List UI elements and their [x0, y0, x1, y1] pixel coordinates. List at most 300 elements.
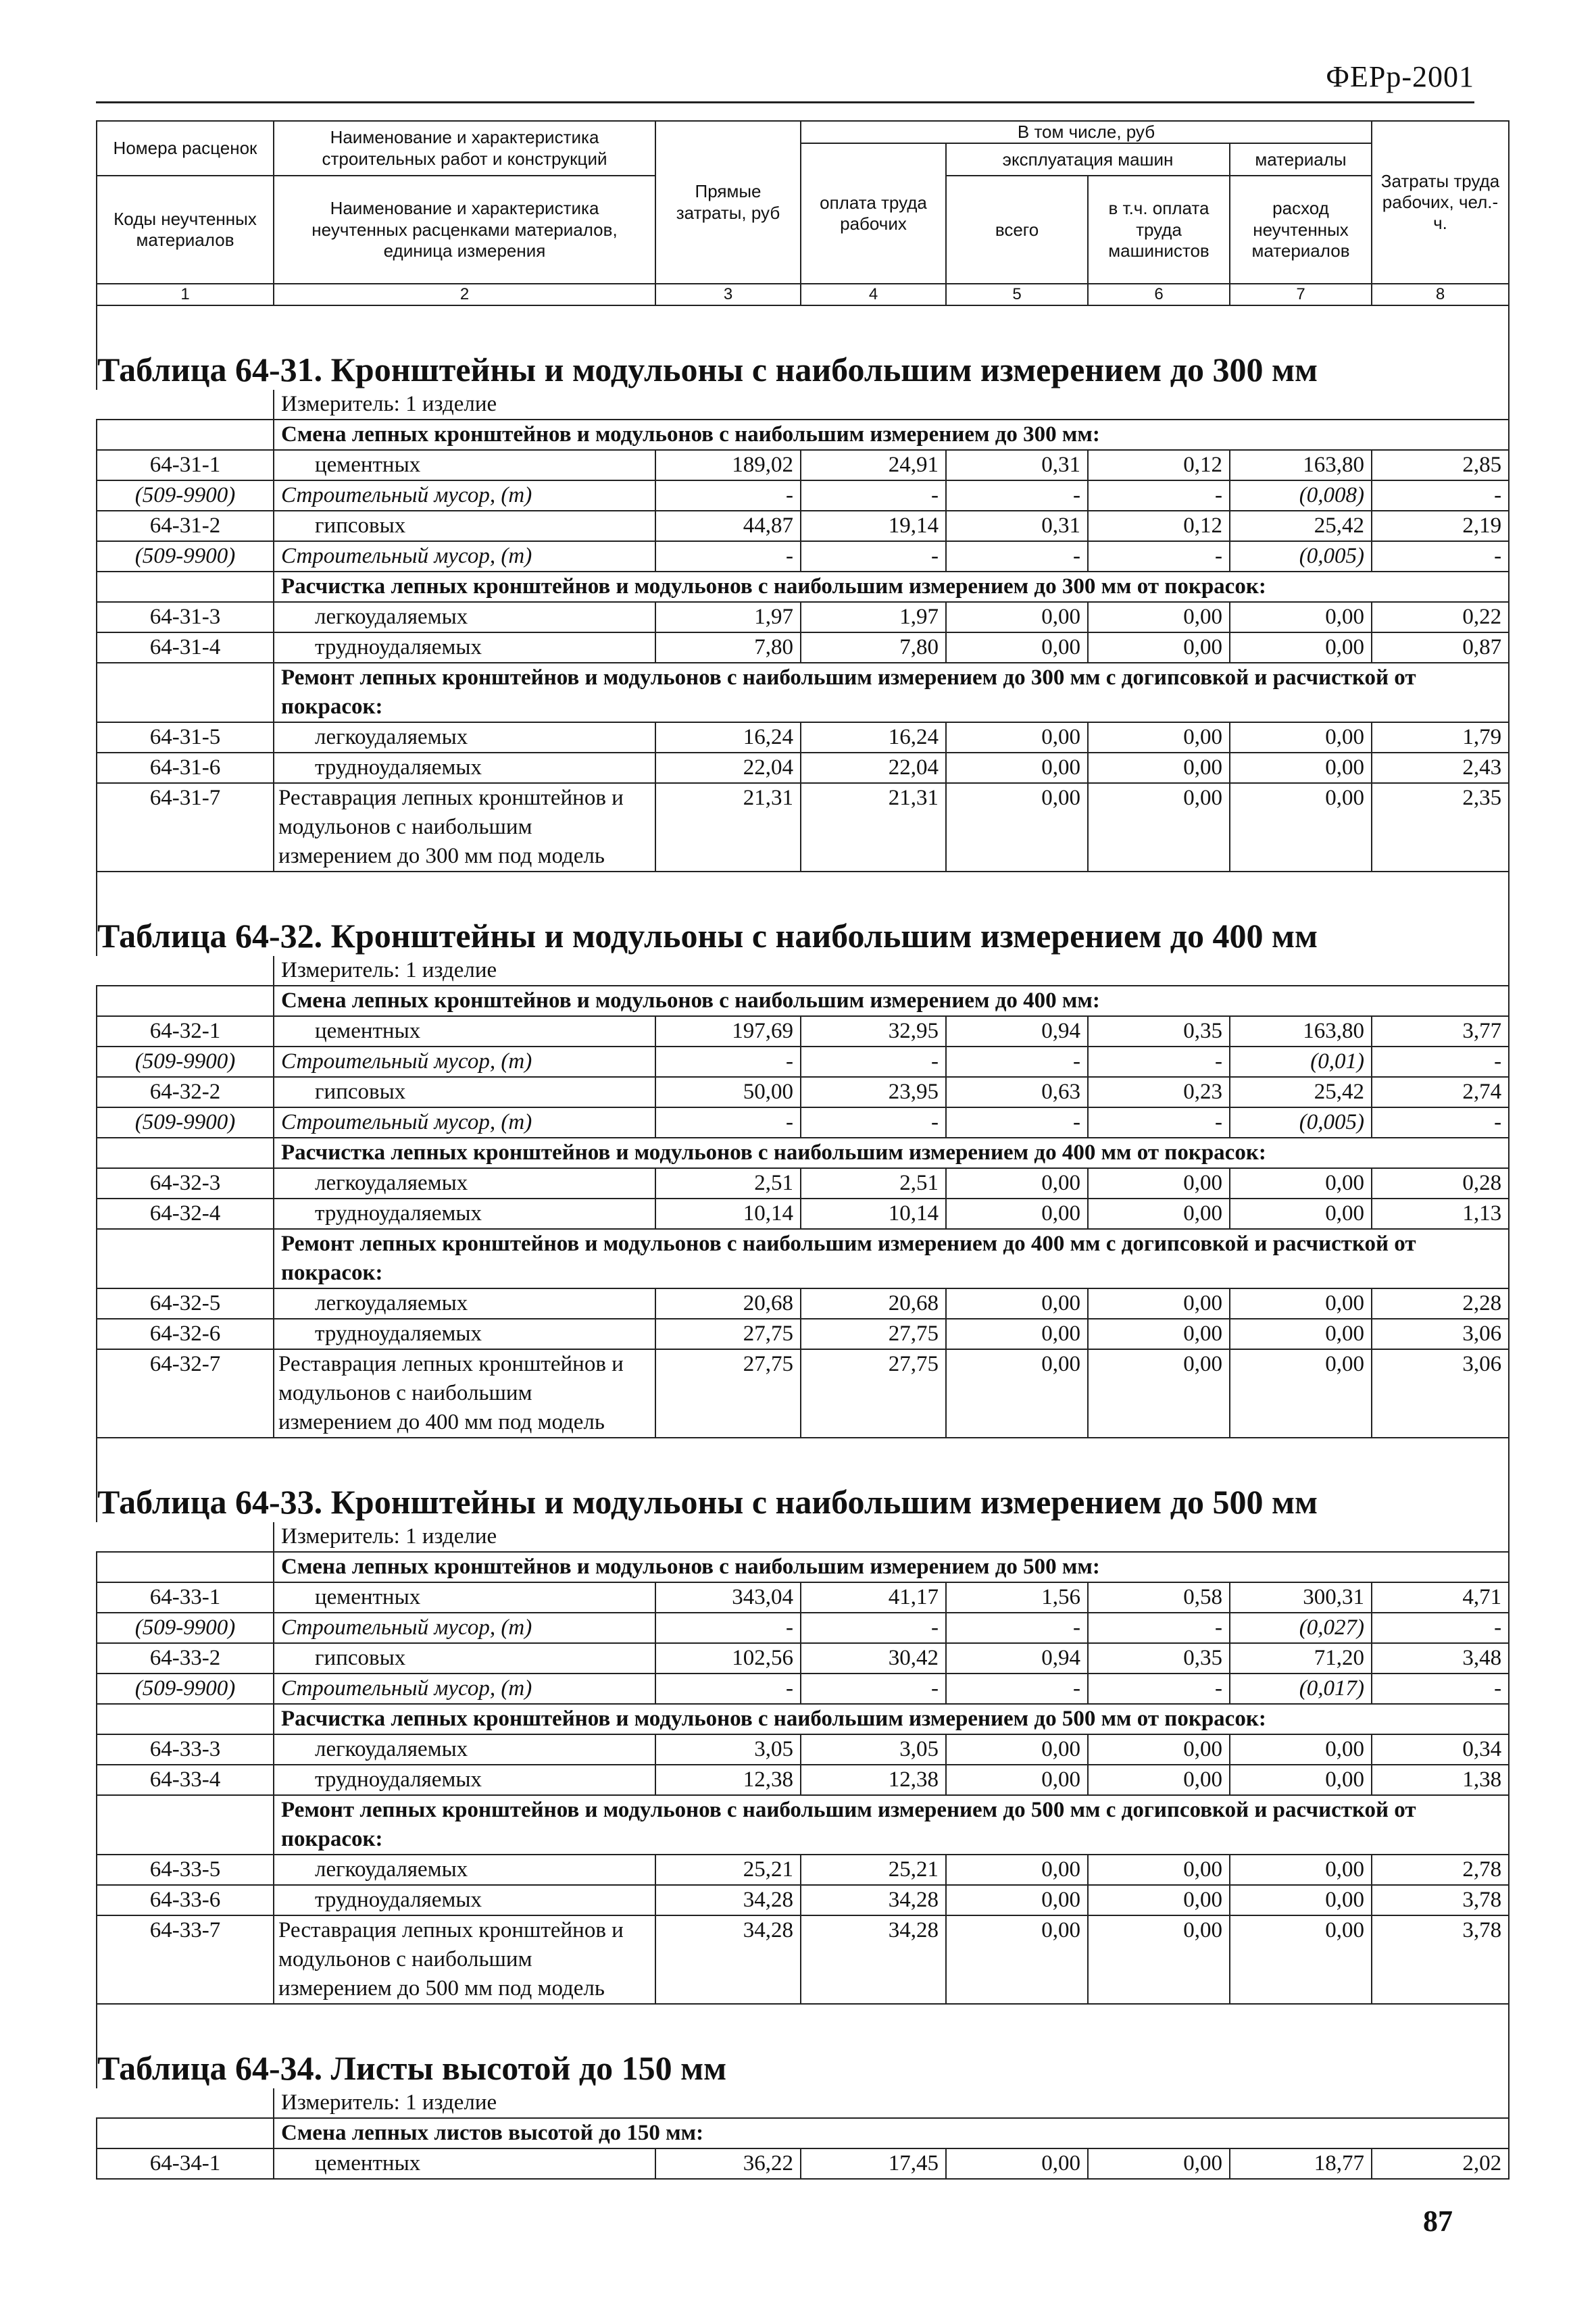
- col-number: 2: [274, 284, 655, 305]
- value-cell: -: [655, 1674, 801, 1704]
- table-title-row: [97, 1438, 1509, 1522]
- value-cell: 0,00: [1230, 722, 1372, 753]
- value-cell: 0,00: [1230, 602, 1372, 632]
- value-cell: 22,04: [655, 753, 801, 783]
- section-title: Смена лепных листов высотой до 150 мм:: [274, 2118, 1509, 2148]
- value-cell: 41,17: [801, 1582, 946, 1613]
- value-cell: 3,78: [1372, 1915, 1509, 2004]
- value-cell: 36,22: [655, 2148, 801, 2179]
- col-number: 5: [946, 284, 1088, 305]
- value-cell: 0,31: [946, 450, 1088, 480]
- rate-code: 64-33-1: [97, 1582, 274, 1613]
- blank-cell: [97, 420, 274, 450]
- table-row: [97, 2148, 1509, 2179]
- value-cell: 7,80: [655, 632, 801, 663]
- value-cell: 0,00: [946, 1349, 1088, 1438]
- col5-header: всего: [946, 176, 1088, 284]
- blank-cell: [97, 1552, 274, 1582]
- value-cell: -: [1372, 1613, 1509, 1643]
- value-cell: 189,02: [655, 450, 801, 480]
- value-cell: 27,75: [801, 1349, 946, 1438]
- rate-code: 64-32-1: [97, 1016, 274, 1047]
- value-cell: 22,04: [801, 753, 946, 783]
- value-cell: 0,00: [1088, 1915, 1230, 2004]
- value-cell: 0,87: [1372, 632, 1509, 663]
- work-name: цементных: [274, 1016, 655, 1047]
- value-cell: 0,00: [1230, 1349, 1372, 1438]
- value-cell: 0,00: [1088, 1288, 1230, 1319]
- value-cell: 0,00: [1230, 1765, 1372, 1795]
- value-cell: 34,28: [655, 1915, 801, 2004]
- table-row: [97, 722, 1509, 753]
- col2-bottom-header: Наименование и характеристика неучтенных расценками материалов, единица измерения: [274, 176, 655, 284]
- value-cell: -: [1372, 1674, 1509, 1704]
- value-cell: -: [655, 1107, 801, 1138]
- rate-code: 64-31-7: [97, 783, 274, 872]
- blank-cell: [97, 1138, 274, 1168]
- value-cell: 0,00: [1230, 1319, 1372, 1349]
- value-cell: 20,68: [801, 1288, 946, 1319]
- value-cell: (0,027): [1230, 1613, 1372, 1643]
- value-cell: 300,31: [1230, 1582, 1372, 1613]
- table-row: [97, 1885, 1509, 1915]
- materials-header: материалы: [1230, 143, 1372, 176]
- value-cell: 2,19: [1372, 511, 1509, 541]
- value-cell: 0,00: [946, 1734, 1088, 1765]
- col1-top-header: Номера расценок: [97, 121, 274, 176]
- value-cell: 0,00: [1230, 753, 1372, 783]
- value-cell: 0,00: [1088, 632, 1230, 663]
- section-title: Расчистка лепных кронштейнов и модульонов с наибольшим измерением до 400 мм от покрасок:: [274, 1138, 1509, 1168]
- rate-code: 64-32-2: [97, 1077, 274, 1107]
- material-code: (509-9900): [97, 1107, 274, 1138]
- rate-code: 64-31-4: [97, 632, 274, 663]
- blank-cell: [97, 956, 274, 986]
- value-cell: 25,42: [1230, 1077, 1372, 1107]
- value-cell: 32,95: [801, 1016, 946, 1047]
- group-header: В том числе, руб: [801, 121, 1372, 143]
- value-cell: 0,00: [1230, 1168, 1372, 1199]
- value-cell: 1,97: [801, 602, 946, 632]
- table-row: [97, 511, 1509, 541]
- measure-row: [97, 1522, 1509, 1552]
- value-cell: (0,01): [1230, 1047, 1372, 1077]
- blank-cell: [97, 572, 274, 602]
- value-cell: 0,12: [1088, 450, 1230, 480]
- value-cell: 0,00: [946, 2148, 1088, 2179]
- value-cell: 0,00: [1088, 2148, 1230, 2179]
- value-cell: 0,00: [1088, 1168, 1230, 1199]
- value-cell: 0,28: [1372, 1168, 1509, 1199]
- value-cell: 0,00: [946, 753, 1088, 783]
- value-cell: 3,78: [1372, 1885, 1509, 1915]
- value-cell: -: [801, 541, 946, 572]
- value-cell: 0,00: [1230, 632, 1372, 663]
- col7-header: расход неучтенных материалов: [1230, 176, 1372, 284]
- value-cell: 2,35: [1372, 783, 1509, 872]
- value-cell: 197,69: [655, 1016, 801, 1047]
- rate-code: 64-33-5: [97, 1855, 274, 1885]
- value-cell: 34,28: [801, 1915, 946, 2004]
- measure-row: [97, 2088, 1509, 2118]
- value-cell: 163,80: [1230, 450, 1372, 480]
- value-cell: 2,51: [801, 1168, 946, 1199]
- value-cell: -: [1088, 1107, 1230, 1138]
- value-cell: 18,77: [1230, 2148, 1372, 2179]
- rate-code: 64-33-7: [97, 1915, 274, 2004]
- value-cell: 0,12: [1088, 511, 1230, 541]
- value-cell: 1,38: [1372, 1765, 1509, 1795]
- rate-code: 64-31-5: [97, 722, 274, 753]
- material-code: (509-9900): [97, 1674, 274, 1704]
- value-cell: -: [655, 1047, 801, 1077]
- work-name: трудноудаляемых: [274, 753, 655, 783]
- material-name: Строительный мусор, (т): [274, 1613, 655, 1643]
- value-cell: 0,00: [1088, 602, 1230, 632]
- value-cell: 24,91: [801, 450, 946, 480]
- value-cell: 21,31: [801, 783, 946, 872]
- value-cell: (0,005): [1230, 541, 1372, 572]
- work-name: цементных: [274, 1582, 655, 1613]
- value-cell: 0,00: [946, 1168, 1088, 1199]
- value-cell: 0,00: [1230, 783, 1372, 872]
- blank-cell: [97, 1229, 274, 1288]
- value-cell: 27,75: [655, 1349, 801, 1438]
- section-title: Ремонт лепных кронштейнов и модульонов с наибольшим измерением до 400 мм с догипсовкой и расчисткой от покрасок:: [274, 1229, 1509, 1288]
- value-cell: 34,28: [655, 1885, 801, 1915]
- value-cell: -: [1372, 480, 1509, 511]
- work-name: Реставрация лепных кронштейнов и модульонов с наибольшим измерением до 500 мм под модель: [274, 1915, 655, 2004]
- value-cell: 16,24: [655, 722, 801, 753]
- value-cell: 0,63: [946, 1077, 1088, 1107]
- value-cell: -: [1088, 1674, 1230, 1704]
- value-cell: 0,00: [946, 1915, 1088, 2004]
- value-cell: 0,00: [1230, 1288, 1372, 1319]
- measure-row: [97, 956, 1509, 986]
- material-code: (509-9900): [97, 1613, 274, 1643]
- section-row: [97, 986, 1509, 1016]
- material-name: Строительный мусор, (т): [274, 480, 655, 511]
- section-row: [97, 1552, 1509, 1582]
- rate-code: 64-32-4: [97, 1199, 274, 1229]
- value-cell: 2,85: [1372, 450, 1509, 480]
- value-cell: 10,14: [655, 1199, 801, 1229]
- rate-code: 64-31-2: [97, 511, 274, 541]
- table-row: [97, 1765, 1509, 1795]
- table-row: [97, 753, 1509, 783]
- section-row: [97, 1229, 1509, 1288]
- table-row: [97, 1855, 1509, 1885]
- page-number: 87: [1423, 2205, 1453, 2238]
- value-cell: 0,00: [1088, 1349, 1230, 1438]
- section-row: [97, 663, 1509, 722]
- value-cell: (0,008): [1230, 480, 1372, 511]
- col-number: 4: [801, 284, 946, 305]
- value-cell: 0,00: [1230, 1199, 1372, 1229]
- value-cell: 0,00: [1088, 1765, 1230, 1795]
- col-number: 8: [1372, 284, 1509, 305]
- value-cell: 0,00: [946, 1855, 1088, 1885]
- value-cell: 3,77: [1372, 1016, 1509, 1047]
- value-cell: -: [801, 480, 946, 511]
- value-cell: 34,28: [801, 1885, 946, 1915]
- rate-code: 64-33-6: [97, 1885, 274, 1915]
- rate-code: 64-32-5: [97, 1288, 274, 1319]
- value-cell: 0,94: [946, 1643, 1088, 1674]
- rates-sheet: [96, 120, 1508, 2180]
- col-number: 7: [1230, 284, 1372, 305]
- material-name: Строительный мусор, (т): [274, 1674, 655, 1704]
- value-cell: 0,35: [1088, 1643, 1230, 1674]
- work-name: гипсовых: [274, 1643, 655, 1674]
- work-name: трудноудаляемых: [274, 1885, 655, 1915]
- value-cell: 0,94: [946, 1016, 1088, 1047]
- value-cell: -: [1088, 1613, 1230, 1643]
- work-name: Реставрация лепных кронштейнов и модульонов с наибольшим измерением до 300 мм под модель: [274, 783, 655, 872]
- value-cell: -: [1088, 541, 1230, 572]
- value-cell: 0,34: [1372, 1734, 1509, 1765]
- measure-row: [97, 390, 1509, 420]
- value-cell: 3,05: [655, 1734, 801, 1765]
- value-cell: 16,24: [801, 722, 946, 753]
- work-name: гипсовых: [274, 1077, 655, 1107]
- value-cell: 17,45: [801, 2148, 946, 2179]
- value-cell: 2,78: [1372, 1855, 1509, 1885]
- value-cell: 0,00: [1088, 1855, 1230, 1885]
- value-cell: 0,00: [946, 1199, 1088, 1229]
- value-cell: -: [801, 1107, 946, 1138]
- value-cell: 0,00: [1230, 1855, 1372, 1885]
- value-cell: -: [1088, 480, 1230, 511]
- material-code: (509-9900): [97, 1047, 274, 1077]
- rate-code: 64-32-3: [97, 1168, 274, 1199]
- value-cell: -: [946, 541, 1088, 572]
- value-cell: 0,00: [946, 722, 1088, 753]
- table-row: [97, 1674, 1509, 1704]
- value-cell: 1,97: [655, 602, 801, 632]
- table-row: [97, 480, 1509, 511]
- value-cell: 0,00: [1088, 1885, 1230, 1915]
- section-row: [97, 1795, 1509, 1855]
- material-name: Строительный мусор, (т): [274, 541, 655, 572]
- rate-code: 64-32-6: [97, 1319, 274, 1349]
- value-cell: 0,00: [1088, 1199, 1230, 1229]
- work-name: цементных: [274, 450, 655, 480]
- section-row: [97, 420, 1509, 450]
- value-cell: -: [946, 480, 1088, 511]
- section-row: [97, 2118, 1509, 2148]
- value-cell: -: [801, 1613, 946, 1643]
- col8-header: Затраты труда рабочих, чел.-ч.: [1372, 121, 1509, 284]
- value-cell: 0,22: [1372, 602, 1509, 632]
- work-name: легкоудаляемых: [274, 602, 655, 632]
- value-cell: 20,68: [655, 1288, 801, 1319]
- value-cell: 163,80: [1230, 1016, 1372, 1047]
- value-cell: 0,35: [1088, 1016, 1230, 1047]
- table-title-row: [97, 306, 1509, 390]
- material-name: Строительный мусор, (т): [274, 1107, 655, 1138]
- work-name: Реставрация лепных кронштейнов и модульонов с наибольшим измерением до 400 мм под модель: [274, 1349, 655, 1438]
- blank-cell: [97, 663, 274, 722]
- section-title: Смена лепных кронштейнов и модульонов с наибольшим измерением до 400 мм:: [274, 986, 1509, 1016]
- value-cell: 3,06: [1372, 1349, 1509, 1438]
- measure-label: Измеритель: 1 изделие: [274, 956, 1509, 986]
- value-cell: (0,005): [1230, 1107, 1372, 1138]
- value-cell: 25,21: [655, 1855, 801, 1885]
- value-cell: -: [1372, 1047, 1509, 1077]
- value-cell: 0,00: [1088, 1734, 1230, 1765]
- value-cell: 0,00: [1088, 1319, 1230, 1349]
- section-row: [97, 572, 1509, 602]
- work-name: легкоудаляемых: [274, 1734, 655, 1765]
- value-cell: -: [946, 1107, 1088, 1138]
- section-row: [97, 1704, 1509, 1734]
- value-cell: 44,87: [655, 511, 801, 541]
- col1-bottom-header: Коды неучтенных материалов: [97, 176, 274, 284]
- table-row: [97, 783, 1509, 872]
- rate-code: 64-31-6: [97, 753, 274, 783]
- table-row: [97, 1016, 1509, 1047]
- work-name: трудноудаляемых: [274, 1199, 655, 1229]
- value-cell: 102,56: [655, 1643, 801, 1674]
- table-row: [97, 1168, 1509, 1199]
- value-cell: 2,51: [655, 1168, 801, 1199]
- value-cell: 0,00: [946, 1319, 1088, 1349]
- table-row: [97, 1047, 1509, 1077]
- value-cell: -: [1372, 1107, 1509, 1138]
- value-cell: 19,14: [801, 511, 946, 541]
- value-cell: 0,00: [946, 632, 1088, 663]
- value-cell: 7,80: [801, 632, 946, 663]
- section-title: Расчистка лепных кронштейнов и модульонов с наибольшим измерением до 500 мм от покрасок:: [274, 1704, 1509, 1734]
- table-row: [97, 1582, 1509, 1613]
- table-row: [97, 1199, 1509, 1229]
- value-cell: -: [801, 1674, 946, 1704]
- section-title: Смена лепных кронштейнов и модульонов с наибольшим измерением до 300 мм:: [274, 420, 1509, 450]
- measure-label: Измеритель: 1 изделие: [274, 2088, 1509, 2118]
- value-cell: 0,31: [946, 511, 1088, 541]
- column-header-table: [96, 120, 1510, 306]
- value-cell: 0,00: [946, 783, 1088, 872]
- table-row: [97, 1915, 1509, 2004]
- value-cell: 0,00: [946, 1765, 1088, 1795]
- value-cell: -: [655, 541, 801, 572]
- work-name: трудноудаляемых: [274, 1319, 655, 1349]
- rate-code: 64-32-7: [97, 1349, 274, 1438]
- work-name: цементных: [274, 2148, 655, 2179]
- value-cell: 23,95: [801, 1077, 946, 1107]
- col-number: 6: [1088, 284, 1230, 305]
- value-cell: (0,017): [1230, 1674, 1372, 1704]
- col-number: 1: [97, 284, 274, 305]
- value-cell: 0,00: [1230, 1915, 1372, 2004]
- table-row: [97, 1288, 1509, 1319]
- value-cell: -: [1088, 1047, 1230, 1077]
- header-rule: [96, 101, 1474, 103]
- value-cell: 2,28: [1372, 1288, 1509, 1319]
- blank-cell: [97, 390, 274, 420]
- rate-code: 64-31-3: [97, 602, 274, 632]
- work-name: трудноудаляемых: [274, 1765, 655, 1795]
- work-name: трудноудаляемых: [274, 632, 655, 663]
- blank-cell: [97, 1522, 274, 1552]
- material-code: (509-9900): [97, 541, 274, 572]
- value-cell: 0,00: [1088, 783, 1230, 872]
- value-cell: -: [946, 1674, 1088, 1704]
- value-cell: 0,00: [1088, 722, 1230, 753]
- table-row: [97, 1077, 1509, 1107]
- material-name: Строительный мусор, (т): [274, 1047, 655, 1077]
- value-cell: -: [655, 480, 801, 511]
- measure-label: Измеритель: 1 изделие: [274, 1522, 1509, 1552]
- work-name: гипсовых: [274, 511, 655, 541]
- value-cell: 1,56: [946, 1582, 1088, 1613]
- rates-body-table: [96, 306, 1510, 2180]
- value-cell: 3,06: [1372, 1319, 1509, 1349]
- value-cell: 0,58: [1088, 1582, 1230, 1613]
- rate-code: 64-33-3: [97, 1734, 274, 1765]
- value-cell: 0,00: [946, 1288, 1088, 1319]
- work-name: легкоудаляемых: [274, 1855, 655, 1885]
- table-row: [97, 1349, 1509, 1438]
- table-row: [97, 1107, 1509, 1138]
- table-title-row: [97, 2004, 1509, 2088]
- value-cell: -: [1372, 541, 1509, 572]
- measure-label: Измеритель: 1 изделие: [274, 390, 1509, 420]
- table-row: [97, 1734, 1509, 1765]
- rate-code: 64-34-1: [97, 2148, 274, 2179]
- value-cell: 4,71: [1372, 1582, 1509, 1613]
- value-cell: -: [655, 1613, 801, 1643]
- col-number: 3: [655, 284, 801, 305]
- value-cell: -: [946, 1047, 1088, 1077]
- col2-top-header: Наименование и характеристика строительных работ и конструкций: [274, 121, 655, 176]
- table-row: [97, 1319, 1509, 1349]
- value-cell: 343,04: [655, 1582, 801, 1613]
- table-title: Таблица 64-32. Кронштейны и модульоны с наибольшим измерением до 400 мм: [97, 872, 1509, 956]
- section-title: Ремонт лепных кронштейнов и модульонов с наибольшим измерением до 300 мм с догипсовкой и расчисткой от покрасок:: [274, 663, 1509, 722]
- value-cell: 1,79: [1372, 722, 1509, 753]
- value-cell: -: [946, 1613, 1088, 1643]
- value-cell: 21,31: [655, 783, 801, 872]
- table-title: Таблица 64-33. Кронштейны и модульоны с наибольшим измерением до 500 мм: [97, 1438, 1509, 1522]
- value-cell: 3,05: [801, 1734, 946, 1765]
- section-row: [97, 1138, 1509, 1168]
- value-cell: 30,42: [801, 1643, 946, 1674]
- table-title: Таблица 64-31. Кронштейны и модульоны с наибольшим измерением до 300 мм: [97, 306, 1509, 390]
- value-cell: 2,74: [1372, 1077, 1509, 1107]
- blank-cell: [97, 2088, 274, 2118]
- work-name: легкоудаляемых: [274, 1168, 655, 1199]
- value-cell: 27,75: [655, 1319, 801, 1349]
- value-cell: 1,13: [1372, 1199, 1509, 1229]
- value-cell: 27,75: [801, 1319, 946, 1349]
- value-cell: 12,38: [655, 1765, 801, 1795]
- value-cell: 0,00: [1230, 1885, 1372, 1915]
- value-cell: 0,00: [1088, 753, 1230, 783]
- value-cell: 2,02: [1372, 2148, 1509, 2179]
- blank-cell: [97, 1704, 274, 1734]
- value-cell: 71,20: [1230, 1643, 1372, 1674]
- col3-header: Прямые затраты, руб: [655, 121, 801, 284]
- work-name: легкоудаляемых: [274, 722, 655, 753]
- value-cell: 25,21: [801, 1855, 946, 1885]
- col4-header: оплата труда рабочих: [801, 143, 946, 284]
- blank-cell: [97, 2118, 274, 2148]
- table-title-row: [97, 872, 1509, 956]
- machines-header: эксплуатация машин: [946, 143, 1230, 176]
- value-cell: 0,00: [946, 602, 1088, 632]
